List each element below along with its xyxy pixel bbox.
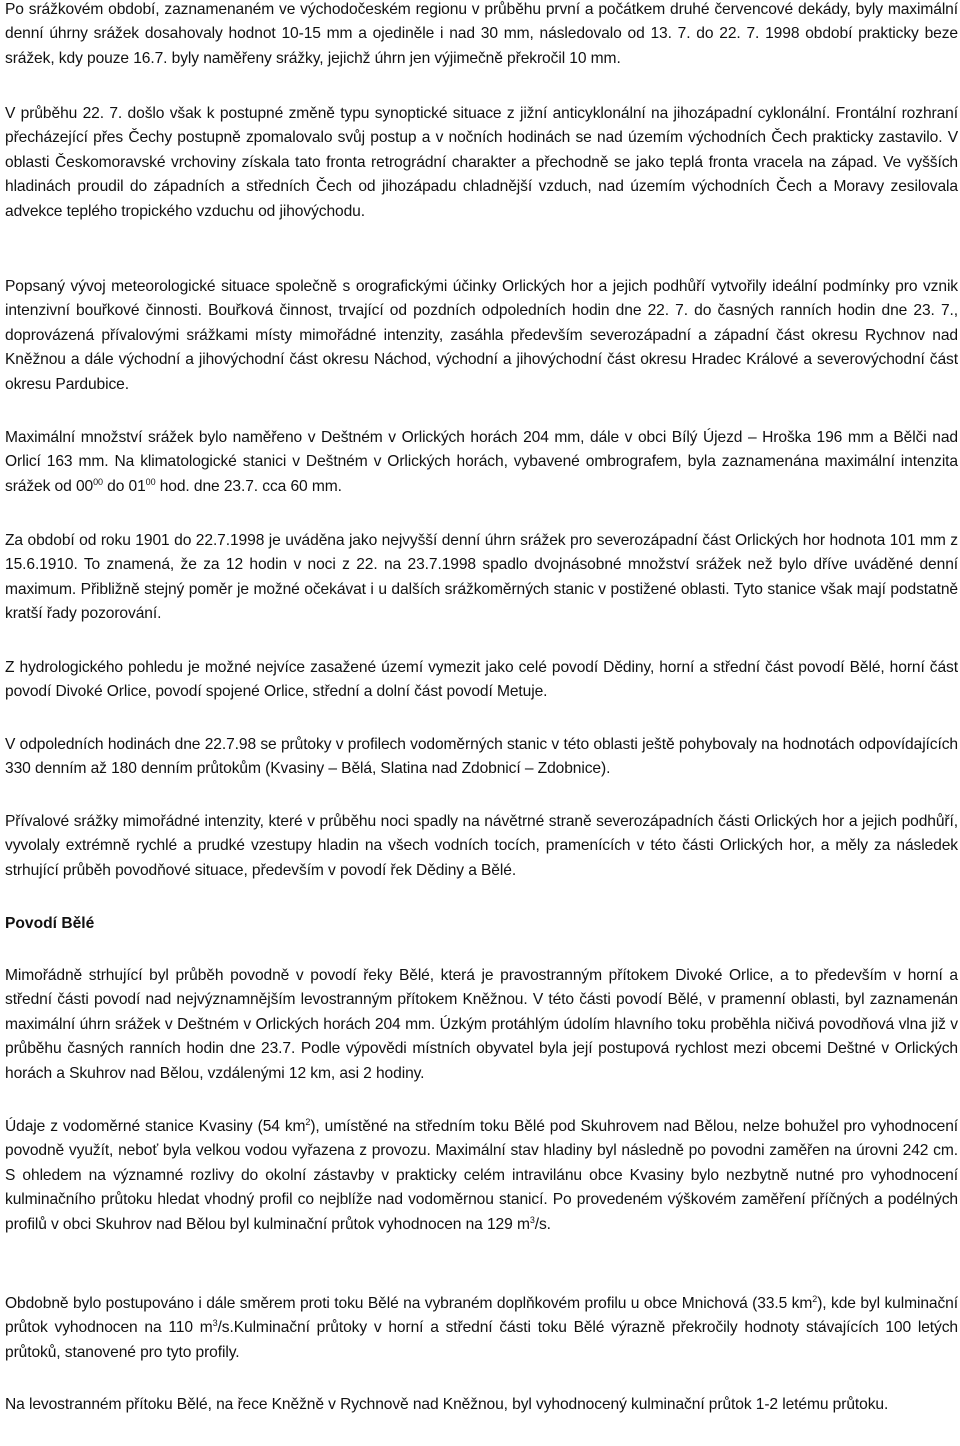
text-run: ), umístěné na středním toku Bělé pod Skuhrovem nad Bělou, nelze bohužel pro vyhodnocení povodně využít, neboť byla velkou vodou vyřazena z provozu. Maximální stav hladiny byl následně po povodni zaměřen na úrovni 242 cm. S ohledem na významné rozlivy do okolní zástavby v prakticky celém intravilánu obce Kvasiny bylo nezbytně nutné pro vyhodnocení kulminačního průtoku hledat vhodný profil co nejblíže nad vodoměrnou stanicí. Po provedeném výškovém zaměření příčných a podélných profilů v obci Skuhrov nad Bělou byl kulminační průtok vyhodnocen na 129 m: [5, 1118, 959, 1233]
paragraph: [5, 964, 958, 1086]
text-run: /s.: [534, 1215, 551, 1233]
text-run: V průběhu 22. 7. došlo však k postupné změně typu synoptické situace z jižní anticyklonální na jihozápadní cyklonální. Frontální rozhraní přecházející přes Čechy postupně zpomalovalo svůj postup a v nočních hodinách se nad územím východních Čech prakticky zastavilo. V oblasti Českomoravské vrchoviny získala tato fronta retrográdní charakter a přechodně se jako teplá fronta vracela na západ. Ve vyšších hladinách proudil do západních a středních Čech od jihozápadu chladnější vzduch, nad územím východních Čech a Moravy zesilovala advekce teplého tropického vzduchu od jihovýchodu.: [5, 105, 958, 220]
text-run: Údaje z vodoměrné stanice Kvasiny (54 km: [5, 1118, 306, 1135]
paragraph: [5, 1292, 958, 1365]
text-run: Přívalové srážky mimořádné intenzity, které v průběhu noci spadly na návětrné straně severozápadních části Orlických hor a jejich podhůří, vyvolaly extrémně rychlé a prudké vzestupy hladin na všech vodních tocích, pramenících v této části Orlických hor, a měly za následek strhující průběh povodňové situace, především v povodí řek Dědiny a Bělé.: [5, 813, 958, 879]
text-run: Na levostranném přítoku Bělé, na řece Kněžně v Rychnově nad Kněžnou, byl vyhodnocený kulminační průtok 1-2 letému průtoku.: [5, 1396, 889, 1413]
paragraph: [5, 656, 958, 705]
paragraph: [5, 810, 958, 883]
text-run: Popsaný vývoj meteorologické situace společně s orografickými účinky Orlických hor a jejich podhůří vytvořily ideální podmínky pro vznik intenzivní bouřkové činnosti. Bouřková činnost, trvající od pozdních odpoledních hodin dne 22. 7. do časných ranních hodin dne 23. 7., doprovázená přívalovými srážkami místy mimořádné intenzity, zasáhla především severozápadní a západní část okresu Rychnov nad Kněžnou a dále východní a jihovýchodní část okresu Náchod, východní a jihovýchodní část okresu Hradec Králové a severovýchodní část okresu Pardubice.: [5, 278, 958, 393]
superscript: 2: [305, 1117, 311, 1127]
paragraph: [5, 1115, 958, 1237]
paragraph: [5, 426, 958, 499]
paragraph: [5, 733, 958, 782]
paragraph: [5, 1393, 958, 1417]
paragraph: [5, 275, 958, 397]
section-heading: [5, 912, 958, 936]
text-run: ), kde byl kulminační průtok vyhodnocen na 110 m: [5, 1295, 958, 1337]
superscript: 2: [812, 1294, 818, 1304]
superscript: 3: [212, 1318, 218, 1329]
text-run: V odpoledních hodinách dne 22.7.98 se průtoky v profilech vodoměrných stanic v této oblasti ještě pohybovaly na hodnotách odpovídajících 330 denním až 180 denním průtokům (Kvasiny – Bělá, Slatina nad Zdobnicí – Zdobnice).: [5, 736, 958, 778]
text-run: Za období od roku 1901 do 22.7.1998 je uváděna jako nejvyšší denní úhrn srážek pro severozápadní část Orlických hor hodnota 101 mm z 15.6.1910. To znamená, že za 12 hodin v noci z 22. na 23.7.1998 spadlo dvojnásobné množství srážek než bylo dříve uváděné denní maximum. Přibližně stejný poměr je možné očekávat i u dalších srážkoměrných stanic v postižené oblasti. Tyto stanice však mají podstatně kratší řady pozorování.: [5, 532, 958, 623]
text-run: /s.Kulminační průtoky v horní a střední části toku Bělé výrazně překročily hodnoty stávajících 100 letých průtoků, stanovené pro tyto profily.: [5, 1319, 958, 1361]
text-run: do 01: [102, 477, 146, 495]
paragraph: [5, 102, 958, 224]
text-run: Obdobně bylo postupováno i dále směrem proti toku Bělé na vybraném doplňkovém profilu u obce Mnichová (33.5 km: [5, 1295, 813, 1312]
text-run: Z hydrologického pohledu je možné nejvíce zasažené území vymezit jako celé povodí Dědiny, horní a střední část povodí Bělé, horní část povodí Divoké Orlice, povodí spojené Orlice, střední a dolní část povodí Metuje.: [5, 659, 958, 701]
text-run: Maximální množství srážek bylo naměřeno v Deštném v Orlických horách 204 mm, dále v obci Bílý Újezd – Hroška 196 mm a Bělči nad Orlicí 163 mm. Na klimatologické stanici v Deštném v Orlických horách, vybavené ombrografem, byla zaznamenána maximální intenzita srážek od 00: [5, 429, 958, 495]
paragraph: [5, 0, 958, 71]
superscript: 3: [529, 1214, 535, 1225]
superscript: 00: [145, 476, 156, 487]
text-run: Mimořádně strhující byl průběh povodně v povodí řeky Bělé, která je pravostranným přítokem Divoké Orlice, a to především v horní a střední části povodí nad nejvýznamnějším levostranným přítokem Kněžnou. V této části povodí Bělé, v pramenní oblasti, byl zaznamenán maximální úhrn srážek v Deštném v Orlických horách 204 mm. Úzkým protáhlým údolím hlavního toku proběhla ničivá povodňová vlna již v průběhu časných ranních hodin dne 23.7. Podle výpovědi místních obyvatel byla její postupová rychlost mezi obcemi Deštné v Orlických horách a Skuhrov nad Bělou, vzdálenými 12 km, asi 2 hodiny.: [5, 967, 958, 1082]
text-run: hod. dne 23.7. cca 60 mm.: [155, 477, 342, 495]
text-run: Po srážkovém období, zaznamenaném ve východočeském regionu v průběhu první a počátkem druhé červencové dekády, byly maximální denní úhrny srážek dosahovaly hodnot 10-15 mm a ojediněle i nad 30 mm, následovalo od 13. 7. do 22. 7. 1998 období prakticky beze srážek, kdy pouze 16.7. byly naměřeny srážky, jejichž úhrn jen výjimečně překročil 10 mm.: [5, 1, 958, 67]
superscript: 00: [93, 476, 103, 487]
text-run: Povodí Bělé: [5, 915, 95, 932]
paragraph: [5, 529, 958, 627]
